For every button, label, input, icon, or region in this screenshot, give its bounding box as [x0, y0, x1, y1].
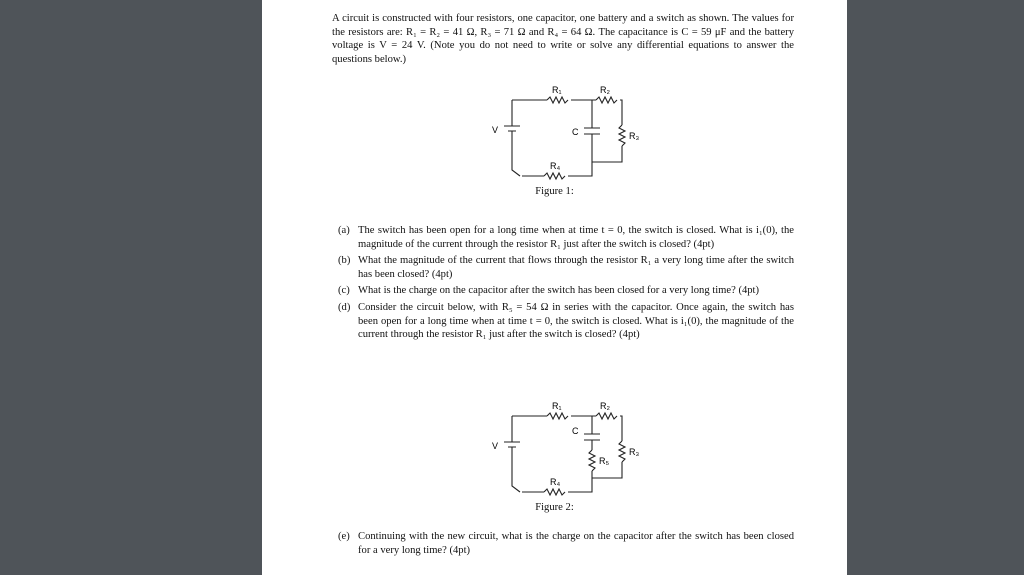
resistor-r4 — [544, 489, 565, 495]
resistor-r1 — [547, 97, 568, 103]
label-r1: R₁ — [552, 85, 562, 95]
resistor-r4 — [544, 173, 565, 179]
resistor-r3 — [619, 125, 625, 146]
resistor-r2 — [596, 97, 617, 103]
label-r1: R₁ — [552, 401, 562, 411]
document-page — [262, 0, 847, 575]
resistor-r5 — [589, 450, 595, 471]
question-a-label: (a) — [338, 225, 350, 236]
question-c-label: (c) — [338, 285, 350, 297]
battery-v — [504, 442, 520, 447]
question-e-text: Continuing with the new circuit, what is the charge on the capacitor after the switch has been closed for a very long time? (4pt) — [358, 531, 794, 556]
label-c: C — [572, 127, 579, 137]
resistor-r2 — [596, 413, 617, 419]
question-e-container — [338, 530, 794, 560]
question-list — [338, 224, 794, 345]
battery-v — [504, 126, 520, 131]
question-d-text: Consider the circuit below, with R₅ = 54 Ω in series with the capacitor. Once again, the switch has been open for a long time when at time t = 0, the switch is closed. What is i₁(0), the magnitude of the current through the resistor R₁ just after the switch is closed? (4pt) — [358, 301, 794, 341]
label-r2: R₂ — [600, 401, 610, 411]
resistor-r1 — [547, 413, 568, 419]
label-v: V — [492, 441, 499, 451]
question-c — [338, 284, 794, 298]
question-b-text: What the magnitude of the current that flows through the resistor R₁ a very long time after the switch has been closed? (4pt) — [358, 255, 794, 280]
label-r5: R₅ — [599, 456, 610, 466]
question-b-label: (b) — [338, 255, 351, 267]
label-r3: R₃ — [629, 131, 640, 141]
switch — [512, 152, 520, 176]
question-e — [338, 530, 794, 557]
question-b — [338, 254, 794, 281]
figure-2-caption: Figure 2: — [535, 502, 574, 513]
question-e-label: (e) — [338, 531, 350, 542]
question-d — [338, 301, 794, 342]
question-a — [338, 224, 794, 251]
capacitor-c — [584, 128, 600, 134]
question-d-label: (d) — [338, 301, 351, 313]
label-c: C — [572, 426, 579, 436]
switch — [512, 468, 520, 492]
question-c-text: What is the charge on the capacitor after the switch has been closed for a very long time? (4pt) — [358, 285, 760, 297]
label-r3: R₃ — [629, 447, 640, 457]
capacitor-c — [584, 434, 600, 440]
label-v: V — [492, 125, 499, 135]
resistor-r3 — [619, 441, 625, 462]
figure-2-circuit — [492, 396, 652, 504]
label-r4: R₄ — [550, 161, 561, 171]
figure-1-circuit — [492, 80, 652, 188]
question-a-text: The switch has been open for a long time when at time t = 0, the switch is closed. What is i₁(0), the magnitude of the current through the resistor R₁ just after the switch is closed? (4pt) — [358, 225, 794, 250]
problem-intro: A circuit is constructed with four resistors, one capacitor, one battery and a switch as shown. The values for the resistors are: R₁ = R₂ = 41 Ω, R₃ = 71 Ω and R₄ = 64 Ω. The capacitance is C = 59 μF and the battery voltage is V = 24 V. (Note you do not need to write or solve any differential equations to answer the questions below.) — [332, 13, 794, 65]
label-r4: R₄ — [550, 477, 561, 487]
figure-1-caption: Figure 1: — [535, 186, 574, 197]
label-r2: R₂ — [600, 85, 610, 95]
